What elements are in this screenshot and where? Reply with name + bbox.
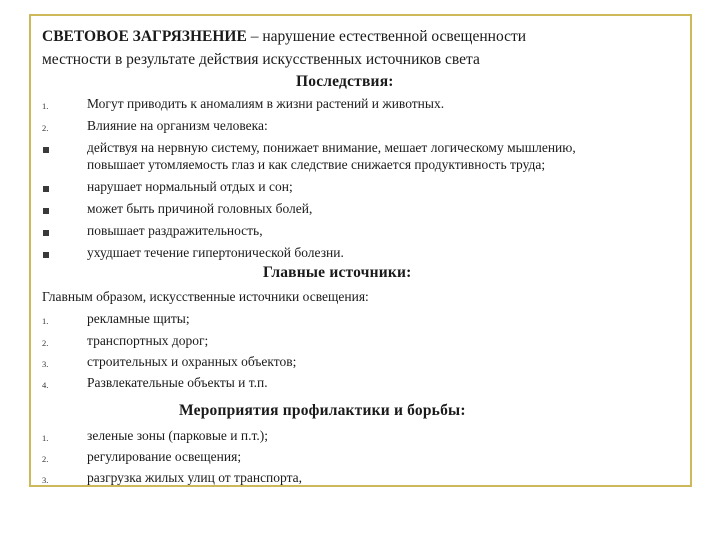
list-bullet [43,147,49,153]
list-bullet [43,252,49,258]
list-number: 1. [42,433,49,443]
list-number: 2. [42,123,49,133]
list-item: регулирование освещения; [87,449,242,464]
list-bullet [43,208,49,214]
list-number: 3. [42,359,49,369]
heading-consequences: Последствия: [296,73,394,90]
title-line-2: местности в результате действия искусственных источников света [42,51,480,68]
list-number: 2. [42,338,49,348]
list-item: действуя на нервную систему, понижает внимание, мешает логическому мышлению, [87,140,576,155]
list-number: 1. [42,316,49,326]
list-item: Могут приводить к аномалиям в жизни растений и животных. [87,96,445,111]
list-item: рекламные щиты; [87,311,190,326]
heading-main-sources: Главные источники: [263,264,412,281]
list-number: 2. [42,454,49,464]
title-term: СВЕТОВОЕ ЗАГРЯЗНЕНИЕ [42,28,247,45]
title-definition: – нарушение естественной освещенности [246,28,527,45]
list-number: 4. [42,380,49,390]
list-item: повышает утомляемость глаз и как следствие снижается продуктивность труда; [87,157,546,172]
title-line-1 [42,28,526,46]
list-item: строительных и охранных объектов; [87,354,297,369]
list-number: 1. [42,101,49,111]
list-item: разгрузка жилых улиц от транспорта, [87,470,303,485]
heading-prevention: Мероприятия профилактики и борьбы: [179,402,466,419]
list-item: Влияние на организм человека: [87,118,268,133]
list-item: Развлекательные объекты и т.п. [87,375,268,390]
sources-intro: Главным образом, искусственные источники освещения: [42,289,369,304]
list-number: 3. [42,475,49,485]
list-bullet [43,230,49,236]
list-item: зеленые зоны (парковые и п.т.); [87,428,268,443]
list-item: нарушает нормальный отдых и сон; [87,179,293,194]
list-item: ухудшает течение гипертонической болезни. [87,245,344,260]
list-bullet [43,186,49,192]
list-item: повышает раздражительность, [87,223,263,238]
list-item: может быть причиной головных болей, [87,201,313,216]
list-item: транспортных дорог; [87,333,209,348]
